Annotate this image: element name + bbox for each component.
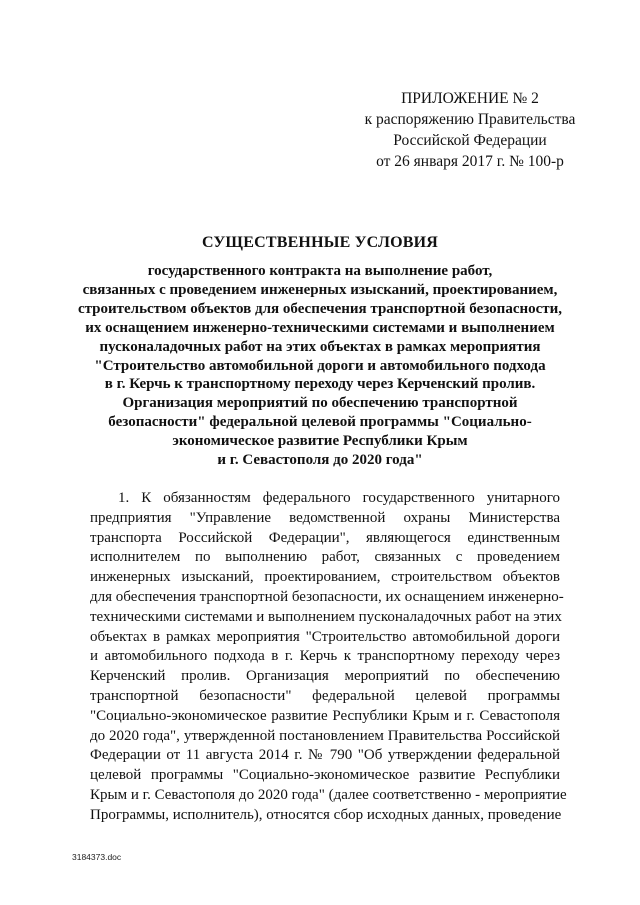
annex-number: ПРИЛОЖЕНИЕ № 2: [401, 90, 539, 107]
annex-reference: к распоряжению Правительства: [364, 111, 576, 128]
body-line: транспортной безопасности" федеральной целевой программы: [90, 687, 560, 704]
body-line: для обеспечения транспортной безопасности, их оснащением инженерно-: [90, 588, 564, 605]
subtitle-line: безопасности" федеральной целевой программы "Социально-: [108, 414, 532, 431]
subtitle-line: пусконаладочных работ на этих объектах в рамках мероприятия: [99, 338, 541, 355]
subtitle-line: в г. Керчь к транспортному переходу через Керченский пролив.: [104, 376, 536, 393]
body-line: исполнителем по выполнению работ, связанных с проведением: [90, 549, 560, 566]
document-title-block: [60, 232, 580, 470]
body-line: транспорта Российской Федерации", являющегося единственным: [90, 529, 560, 546]
document-subtitle: [60, 262, 580, 470]
subtitle-line: и г. Севастополя до 2020 года": [217, 452, 423, 469]
body-line: и автомобильного подхода в г. Керчь к транспортному переходу через: [90, 648, 560, 665]
body-line: до 2020 года", утвержденной постановлением Правительства Российской: [90, 727, 560, 744]
body-line: инженерных изысканий, проектированием, строительством объектов: [90, 569, 560, 586]
body-line: Программы, исполнитель), относятся сбор исходных данных, проведение: [90, 806, 562, 823]
body-line: объектах в рамках мероприятия "Строительство автомобильной дороги: [90, 628, 560, 645]
document-filename: 3184373.doc: [72, 852, 122, 862]
document-title: СУЩЕСТВЕННЫЕ УСЛОВИЯ: [201, 234, 439, 251]
subtitle-line: строительством объектов для обеспечения транспортной безопасности,: [77, 300, 563, 317]
body-line: Крым и г. Севастополя до 2020 года" (далее соответственно - мероприятие: [90, 786, 567, 803]
body-line: Керченский пролив. Организация мероприятий по обеспечению: [90, 668, 560, 685]
annex-header: [320, 88, 620, 172]
subtitle-line: экономическое развитие Республики Крым: [172, 433, 468, 450]
subtitle-line: "Строительство автомобильной дороги и автомобильного подхода: [94, 357, 546, 374]
subtitle-line: связанных с проведением инженерных изысканий, проектированием,: [82, 281, 558, 298]
body-paragraph: [90, 489, 567, 826]
body-line: Федерации от 11 августа 2014 г. № 790 "Об утверждении федеральной: [90, 747, 560, 764]
annex-authority: Российской Федерации: [393, 132, 547, 149]
subtitle-line: их оснащением инженерно-техническими системами и выполнением: [85, 319, 555, 336]
annex-date: от 26 января 2017 г. № 100-р: [376, 153, 564, 170]
body-line: 1. К обязанностям федерального государственного унитарного: [118, 490, 560, 506]
subtitle-line: государственного контракта на выполнение работ,: [147, 263, 493, 279]
body-line: техническими системами и выполнением пусконаладочных работ на этих: [90, 608, 562, 625]
body-line: "Социально-экономическое развитие Республики Крым и г. Севастополя: [90, 707, 560, 724]
body-line: целевой программы "Социально-экономическое развитие Республики: [90, 767, 560, 784]
body-line: предприятия "Управление ведомственной охраны Министерства: [90, 509, 560, 526]
subtitle-line: Организация мероприятий по обеспечению транспортной: [122, 395, 518, 412]
